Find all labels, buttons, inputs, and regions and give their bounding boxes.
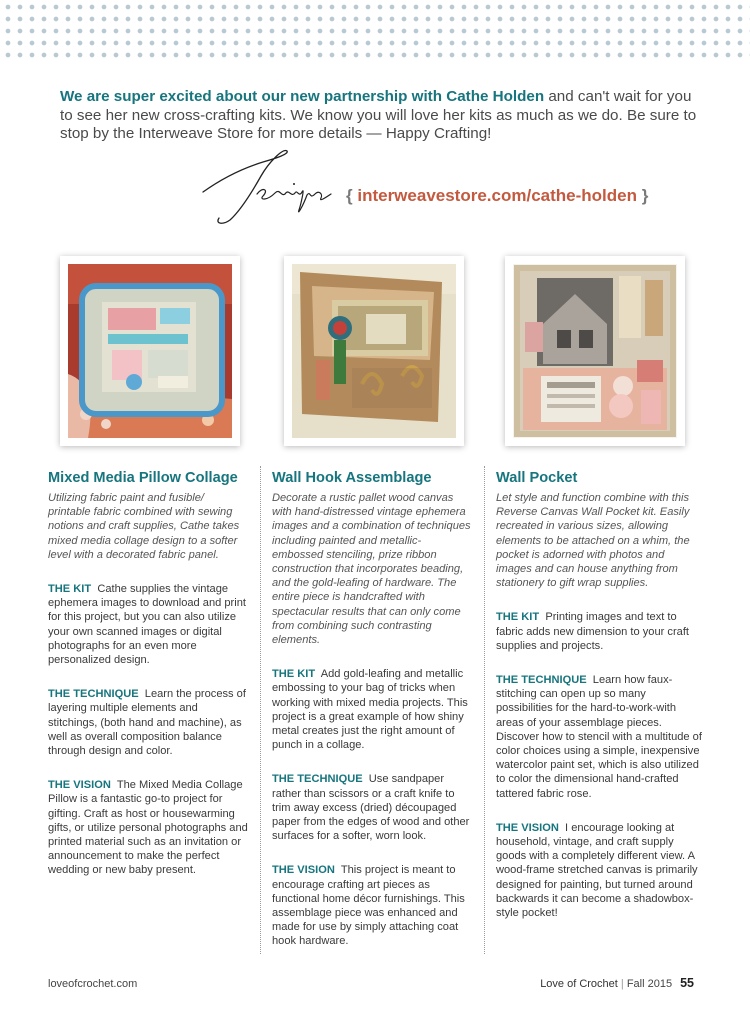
footer-issue: Fall 2015 [626,978,673,990]
footer-folio [540,976,694,990]
technique-label: THE TECHNIQUE [272,773,363,786]
project-description: Let style and function combine with this Reverse Canvas Wall Pocket kit. Easily recreated in various sizes, allowing elements to be attached on a whim, the pocket is adorned with photos and images and can house anything from stationery to gift wrap supplies. [496,492,690,590]
project-title: Mixed Media Pillow Collage [48,470,238,486]
technique-label: THE TECHNIQUE [496,674,587,687]
kit-section [48,582,248,667]
technique-text: Learn how faux-stitching can open up so many possibilities for the hard-to-work-with areas of your assemblage pieces. Discover how to stencil with a multitude of color choices using a simple, inexpensive watercolor paint set, which is also utilized to color the dimensional hand-crafted tattered fabric rose. [496,674,702,800]
project-column-wall-pocket [496,470,702,940]
kit-label: THE KIT [48,583,92,596]
vision-section [496,821,702,920]
intro-lead: We are super excited about our new partnership with Cathe Holden [60,88,545,105]
wall-pocket-photo [505,256,685,446]
technique-section [48,687,248,758]
vision-label: THE VISION [496,821,559,834]
store-url-link[interactable]: interweavestore.com/cathe-holden [357,186,637,205]
open-brace: { [346,186,358,205]
kit-text: Add gold-leafing and metallic embossing to your bag of tricks when working with mixed media projects. This project is a great example of how shiny metal creates just the right amount of punch in a collage. [272,668,468,752]
kit-label: THE KIT [496,611,540,624]
intro-paragraph [60,88,700,144]
pillow-photo [60,256,240,446]
vision-text: I encourage looking at household, vintage, and craft supply goods with a completely different view. A wood-frame stretched canvas is primarily designed for painting, but turned around backwards it can become a shadowbox-style pocket! [496,821,698,920]
vision-label: THE VISION [272,864,335,877]
footer-separator: | [617,978,627,990]
column-divider-2 [484,466,485,954]
store-link-line [346,186,648,206]
vision-text: The Mixed Media Collage Pillow is a fantastic go-to project for gifting. Craft as host or housewarming gifts, or utilize personal photographs and printed material such as an invitation or announcement to make the perfect wedding or new baby present. [48,779,248,877]
kit-section [272,667,472,752]
project-title: Wall Hook Assemblage [272,470,432,486]
wall-hook-photo [284,256,464,446]
footer-website[interactable]: loveofcrochet.com [48,978,138,990]
project-description: Utilizing fabric paint and fusible/ printable fabric combined with sewing notions and craft supplies, Cathe takes mixed media collage design to a softer level with a decorated fabric panel. [48,492,240,561]
kit-section [496,610,702,653]
close-brace: } [636,186,649,205]
vision-section [272,863,472,948]
intro-body: and can't wait for you to see her new cross-crafting kits. We know you will love her kits as much as we do. Be sure to stop by the Interweave Store for more details — Happy Crafting! [60,88,697,143]
vision-section [48,778,248,877]
footer-publication: Love of Crochet [540,978,618,990]
technique-label: THE TECHNIQUE [48,688,139,701]
page-number: 55 [680,976,694,990]
technique-section [496,673,702,801]
kit-text: Printing images and text to fabric adds new dimension to your craft supplies and projects. [496,611,690,652]
dotted-header-pattern [0,0,750,62]
project-column-wall-hook [272,470,472,969]
technique-text: Learn the process of layering multiple elements and stitchings, (both hand and machine), as well as overall composition balance through design and color. [48,688,246,758]
vision-text: This project is meant to encourage crafting art pieces as functional home décor furnishings. This assemblage piece was enhanced and made for use by simply attaching coat hook hardware. [272,864,465,948]
column-divider-1 [260,466,261,954]
technique-text: Use sandpaper rather than scissors or a craft knife to trim away excess (dried) découpaged paper from the edges of wood and other surfaces for a softer, worn look. [272,773,470,843]
signature-image [197,148,337,226]
project-title: Wall Pocket [496,470,578,486]
technique-section [272,772,472,843]
vision-label: THE VISION [48,779,111,792]
kit-text: Cathe supplies the vintage ephemera images to download and print for this project, but you can also utilize your own scanned images or digital photographs for an even more personalized design. [48,583,246,667]
kit-label: THE KIT [272,668,316,681]
project-column-pillow [48,470,248,898]
project-description: Decorate a rustic pallet wood canvas with hand-distressed vintage ephemera images and a combination of techniques including painted and metallic-embossed stenciling, prize ribbon construction that incorporates beading, and the gold-leafing of hardware. The entire piece is handcrafted with spectacular results that can only come from combining such contrasting elements. [272,492,471,647]
